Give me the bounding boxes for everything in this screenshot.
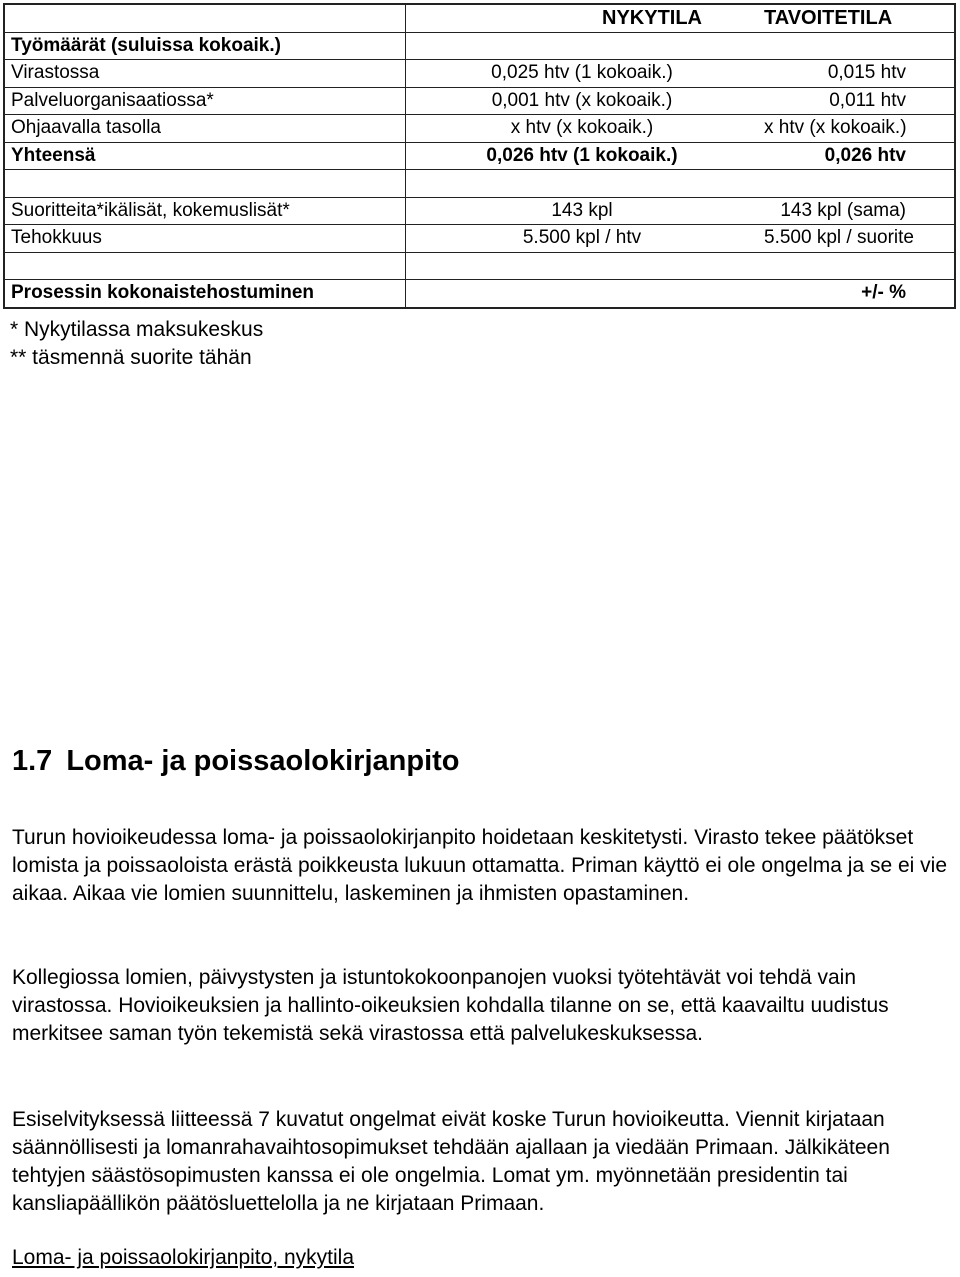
row-now: x htv (x kokoaik.) <box>406 115 759 143</box>
row-label: Tehokkuus <box>4 225 406 253</box>
row-now <box>406 32 759 60</box>
table-row <box>4 87 955 115</box>
paragraph: Esiselvityksessä liitteessä 7 kuvatut ongelmat eivät koske Turun hovioikeutta. Viennit kirjataan säännöllisesti ja lomanrahavaihtosopimukset tehdään ajallaan ja viedään Primaan. Jälkikäteen tehtyjen säästösopimusten kanssa ei ole ongelmia. Lomat ym. myönnetään presidentin tai kansliapäällikön päätösluettelolla ja ne kirjataan Primaan. <box>12 1108 890 1215</box>
table-row <box>4 280 955 308</box>
table-row <box>4 197 955 225</box>
footnotes <box>10 316 263 372</box>
row-target: 5.500 kpl / suorite <box>758 225 955 253</box>
row-label: Työmäärät (suluissa kokoaik.) <box>4 32 406 60</box>
table-row <box>4 115 955 143</box>
section-heading <box>12 745 460 778</box>
spacer-cell <box>406 252 759 280</box>
row-target: x htv (x kokoaik.) <box>758 115 955 143</box>
row-now: 0,026 htv (1 kokoaik.) <box>406 142 759 170</box>
table-row <box>4 60 955 88</box>
table-header-empty <box>4 4 406 32</box>
paragraph: Kollegiossa lomien, päivystysten ja istuntokokoonpanojen vuoksi työtehtävät voi tehdä vain virastossa. Hovioikeuksien ja hallinto-oikeuksien kohdalla tilanne on se, että kaavailtu uudistus merkitsee saman työn tekemistä sekä virastossa että palvelukeskuksessa. <box>12 966 889 1045</box>
paragraph: Turun hovioikeudessa loma- ja poissaolokirjanpito hoidetaan keskitetysti. Virasto tekee päätökset lomista ja poissaoloista erästä poikkeusta lukuun ottamatta. Priman käyttö ei ole ongelma ja se ei vie aikaa. Aikaa vie lomien suunnittelu, laskeminen ja ihmisten opastaminen. <box>12 826 947 905</box>
table-spacer-row <box>4 252 955 280</box>
table-spacer-row <box>4 170 955 198</box>
row-label: Suoritteita*ikälisät, kokemuslisät* <box>4 197 406 225</box>
row-target: +/- % <box>758 280 955 308</box>
workload-table <box>3 3 956 309</box>
row-label: Ohjaavalla tasolla <box>4 115 406 143</box>
header-tavoitetila: TAVOITETILA <box>758 4 955 32</box>
spacer-cell <box>758 170 955 198</box>
spacer-cell <box>758 252 955 280</box>
row-target: 0,011 htv <box>758 87 955 115</box>
section-number: 1.7 <box>12 745 53 777</box>
row-now: 143 kpl <box>406 197 759 225</box>
spacer-cell <box>406 170 759 198</box>
section-title-text: Loma- ja poissaolokirjanpito <box>66 745 460 777</box>
row-now: 5.500 kpl / htv <box>406 225 759 253</box>
spacer-cell <box>4 170 406 198</box>
row-now <box>406 280 759 308</box>
row-target: 143 kpl (sama) <box>758 197 955 225</box>
footnote: ** täsmennä suorite tähän <box>10 346 252 369</box>
row-label: Yhteensä <box>4 142 406 170</box>
footnote: * Nykytilassa maksukeskus <box>10 318 264 341</box>
row-target: 0,026 htv <box>758 142 955 170</box>
row-label: Prosessin kokonaistehostuminen <box>4 280 406 308</box>
row-now: 0,001 htv (x kokoaik.) <box>406 87 759 115</box>
subheading: Loma- ja poissaolokirjanpito, nykytila <box>12 1246 354 1269</box>
row-label: Palveluorganisaatiossa* <box>4 87 406 115</box>
row-label: Virastossa <box>4 60 406 88</box>
table-header-row <box>4 4 955 32</box>
row-now: 0,025 htv (1 kokoaik.) <box>406 60 759 88</box>
table-row <box>4 142 955 170</box>
table-row <box>4 225 955 253</box>
row-target: 0,015 htv <box>758 60 955 88</box>
row-target <box>758 32 955 60</box>
header-nykytila: NYKYTILA <box>406 4 759 32</box>
table-row <box>4 32 955 60</box>
spacer-cell <box>4 252 406 280</box>
